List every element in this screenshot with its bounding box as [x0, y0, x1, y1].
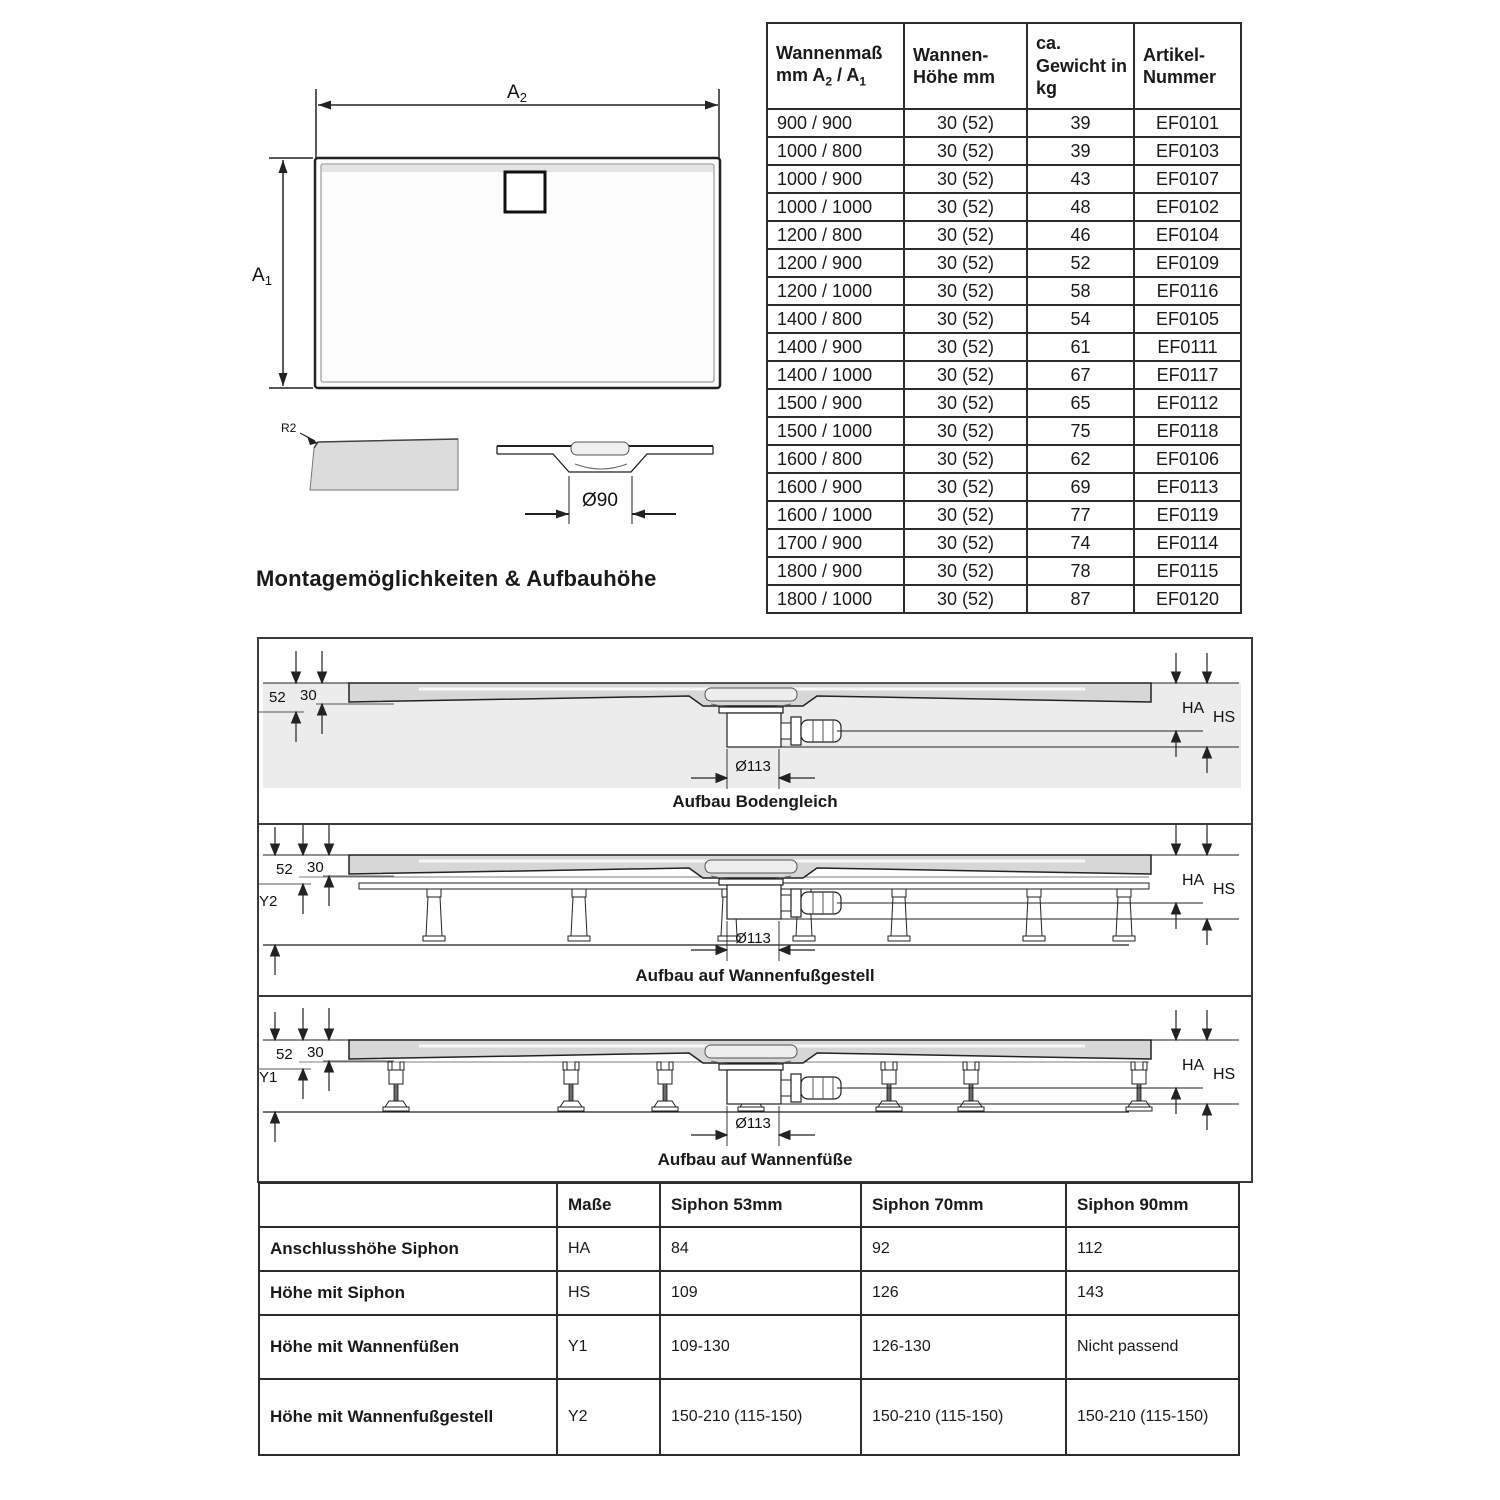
table-cell: 150-210 (115-150)	[1066, 1379, 1239, 1455]
dim-label-30: 30	[300, 687, 317, 704]
table-cell: 43	[1027, 165, 1134, 193]
diagram-wannenfussgestell	[259, 823, 1251, 995]
table-cell: Höhe mit Siphon	[259, 1271, 557, 1315]
table-row	[767, 473, 1241, 501]
spec-header-wannenmass: Wannenmaß mm $A_2 / A_1$	[767, 23, 904, 109]
table-cell: 30 (52)	[904, 529, 1027, 557]
table-cell: 1000 / 1000	[767, 193, 904, 221]
table-cell: HS	[557, 1271, 660, 1315]
drain-diameter-detail	[495, 426, 725, 531]
table-cell: 1400 / 800	[767, 305, 904, 333]
dim-label-y1: Y1	[259, 1069, 278, 1086]
dim-label-hs: HS	[1213, 709, 1236, 726]
table-cell: 54	[1027, 305, 1134, 333]
spec-header-wannenhoehe: Wannen- Höhe mm	[904, 23, 1027, 109]
table-cell: 1600 / 1000	[767, 501, 904, 529]
dim-label-y2: Y2	[259, 893, 278, 910]
table-cell: EF0105	[1134, 305, 1241, 333]
table-row	[767, 501, 1241, 529]
table-cell: EF0107	[1134, 165, 1241, 193]
table-cell: EF0114	[1134, 529, 1241, 557]
table-cell: 1200 / 800	[767, 221, 904, 249]
table-cell: 62	[1027, 445, 1134, 473]
table-cell: 46	[1027, 221, 1134, 249]
dim-label-52: 52	[276, 1046, 293, 1063]
table-cell: EF0116	[1134, 277, 1241, 305]
table-cell: 30 (52)	[904, 389, 1027, 417]
table-cell: 52	[1027, 249, 1134, 277]
diagram-caption: Aufbau Bodengleich	[672, 792, 838, 811]
table-cell: 1600 / 800	[767, 445, 904, 473]
table-cell: 109-130	[660, 1315, 861, 1379]
siphon-header-90: Siphon 90mm	[1066, 1183, 1239, 1227]
table-row	[767, 249, 1241, 277]
siphon-header-70: Siphon 70mm	[861, 1183, 1066, 1227]
table-row	[767, 557, 1241, 585]
table-cell: Y2	[557, 1379, 660, 1455]
table-cell: EF0104	[1134, 221, 1241, 249]
table-cell: 30 (52)	[904, 305, 1027, 333]
table-cell: 30 (52)	[904, 501, 1027, 529]
table-row	[259, 1315, 1239, 1379]
table-cell: Anschlusshöhe Siphon	[259, 1227, 557, 1271]
table-cell: EF0113	[1134, 473, 1241, 501]
dim-label-ha: HA	[1182, 700, 1205, 717]
table-row	[767, 585, 1241, 613]
corner-radius-detail	[272, 418, 472, 508]
siphon-header-53: Siphon 53mm	[660, 1183, 861, 1227]
dim-label-113: Ø113	[735, 930, 771, 947]
table-cell: 77	[1027, 501, 1134, 529]
table-cell: 109	[660, 1271, 861, 1315]
table-cell: EF0102	[1134, 193, 1241, 221]
table-cell: 39	[1027, 137, 1134, 165]
table-cell: 143	[1066, 1271, 1239, 1315]
table-cell: 1500 / 900	[767, 389, 904, 417]
table-cell: 1800 / 1000	[767, 585, 904, 613]
table-cell: 67	[1027, 361, 1134, 389]
table-row	[767, 193, 1241, 221]
table-cell: 65	[1027, 389, 1134, 417]
table-cell: 39	[1027, 109, 1134, 137]
table-cell: 1400 / 900	[767, 333, 904, 361]
dim-label-113: Ø113	[735, 1115, 771, 1132]
table-cell: 150-210 (115-150)	[660, 1379, 861, 1455]
table-cell: 112	[1066, 1227, 1239, 1271]
table-cell: 30 (52)	[904, 557, 1027, 585]
table-cell: Höhe mit Wannenfußgestell	[259, 1379, 557, 1455]
a1-dimension-label: $A_1$	[252, 265, 272, 288]
table-row	[259, 1379, 1239, 1455]
table-cell: 1200 / 900	[767, 249, 904, 277]
table-row	[767, 417, 1241, 445]
dim-label-30: 30	[307, 859, 324, 876]
table-cell: 30 (52)	[904, 109, 1027, 137]
table-cell: 1000 / 800	[767, 137, 904, 165]
dim-label-30: 30	[307, 1044, 324, 1061]
table-cell: 1500 / 1000	[767, 417, 904, 445]
table-cell: 126	[861, 1271, 1066, 1315]
diagram-caption: Aufbau auf Wannenfußgestell	[635, 966, 875, 985]
table-cell: 30 (52)	[904, 249, 1027, 277]
table-cell: EF0115	[1134, 557, 1241, 585]
section-heading: Montagemöglichkeiten & Aufbauhöhe	[256, 566, 657, 591]
table-cell: 1400 / 1000	[767, 361, 904, 389]
table-cell: EF0117	[1134, 361, 1241, 389]
dim-label-ha: HA	[1182, 872, 1205, 889]
table-cell: 30 (52)	[904, 221, 1027, 249]
table-cell: EF0111	[1134, 333, 1241, 361]
dim-label-52: 52	[276, 861, 293, 878]
spec-header-artikelnummer: Artikel- Nummer	[1134, 23, 1241, 109]
table-row	[767, 165, 1241, 193]
diagram-caption: Aufbau auf Wannenfüße	[657, 1150, 853, 1169]
table-cell: 1600 / 900	[767, 473, 904, 501]
table-cell: 92	[861, 1227, 1066, 1271]
table-cell: 30 (52)	[904, 445, 1027, 473]
table-cell: 30 (52)	[904, 473, 1027, 501]
table-cell: 1200 / 1000	[767, 277, 904, 305]
dim-label-ha: HA	[1182, 1057, 1205, 1074]
table-row	[767, 305, 1241, 333]
table-cell: 30 (52)	[904, 333, 1027, 361]
table-cell: EF0112	[1134, 389, 1241, 417]
table-cell: 30 (52)	[904, 137, 1027, 165]
table-row	[767, 445, 1241, 473]
table-cell: EF0120	[1134, 585, 1241, 613]
table-row	[767, 221, 1241, 249]
table-row	[259, 1227, 1239, 1271]
diagram-wannenfuesse	[259, 995, 1251, 1181]
table-cell: 30 (52)	[904, 417, 1027, 445]
table-cell: EF0119	[1134, 501, 1241, 529]
table-cell: 61	[1027, 333, 1134, 361]
table-cell: 48	[1027, 193, 1134, 221]
table-cell: 58	[1027, 277, 1134, 305]
drain-insert	[571, 442, 629, 455]
siphon-header-empty	[259, 1183, 557, 1227]
radius-label: R2	[281, 421, 297, 435]
table-row	[767, 333, 1241, 361]
diagram-bodengleich	[259, 639, 1251, 823]
table-row	[767, 109, 1241, 137]
dim-label-hs: HS	[1213, 1066, 1236, 1083]
spec-table	[766, 22, 1242, 614]
table-cell: 150-210 (115-150)	[861, 1379, 1066, 1455]
table-cell: EF0106	[1134, 445, 1241, 473]
table-cell: Nicht passend	[1066, 1315, 1239, 1379]
table-cell: 75	[1027, 417, 1134, 445]
table-cell: Höhe mit Wannenfüßen	[259, 1315, 557, 1379]
table-cell: 30 (52)	[904, 193, 1027, 221]
table-cell: 87	[1027, 585, 1134, 613]
mounting-diagrams	[257, 637, 1253, 1183]
table-cell: 30 (52)	[904, 277, 1027, 305]
table-cell: 74	[1027, 529, 1134, 557]
spec-header-gewicht: ca. Gewicht in kg	[1027, 23, 1134, 109]
siphon-header-masse: Maße	[557, 1183, 660, 1227]
table-row	[767, 389, 1241, 417]
table-cell: 900 / 900	[767, 109, 904, 137]
table-cell: 69	[1027, 473, 1134, 501]
table-row	[767, 361, 1241, 389]
table-cell: 126-130	[861, 1315, 1066, 1379]
table-cell: 78	[1027, 557, 1134, 585]
table-cell: EF0103	[1134, 137, 1241, 165]
table-row	[259, 1271, 1239, 1315]
table-cell: 84	[660, 1227, 861, 1271]
siphon-table	[258, 1182, 1240, 1456]
drain-diameter-label: Ø90	[582, 490, 618, 511]
table-cell: 1700 / 900	[767, 529, 904, 557]
dim-label-hs: HS	[1213, 881, 1236, 898]
table-cell: EF0109	[1134, 249, 1241, 277]
drain-cover	[505, 172, 545, 212]
table-cell: HA	[557, 1227, 660, 1271]
table-row	[767, 277, 1241, 305]
table-cell: Y1	[557, 1315, 660, 1379]
table-cell: 30 (52)	[904, 361, 1027, 389]
dim-label-113: Ø113	[735, 758, 771, 775]
table-cell: 1800 / 900	[767, 557, 904, 585]
tray-top-view-drawing	[245, 55, 745, 415]
siphon-table-header-row	[259, 1183, 1239, 1227]
table-cell: 1000 / 900	[767, 165, 904, 193]
table-cell: 30 (52)	[904, 165, 1027, 193]
table-row	[767, 529, 1241, 557]
table-cell: 30 (52)	[904, 585, 1027, 613]
spec-table-header-row	[767, 23, 1241, 109]
table-row	[767, 137, 1241, 165]
a2-dimension-label: $A_2$	[507, 82, 527, 105]
table-cell: EF0101	[1134, 109, 1241, 137]
table-cell: EF0118	[1134, 417, 1241, 445]
dim-label-52: 52	[269, 689, 286, 706]
